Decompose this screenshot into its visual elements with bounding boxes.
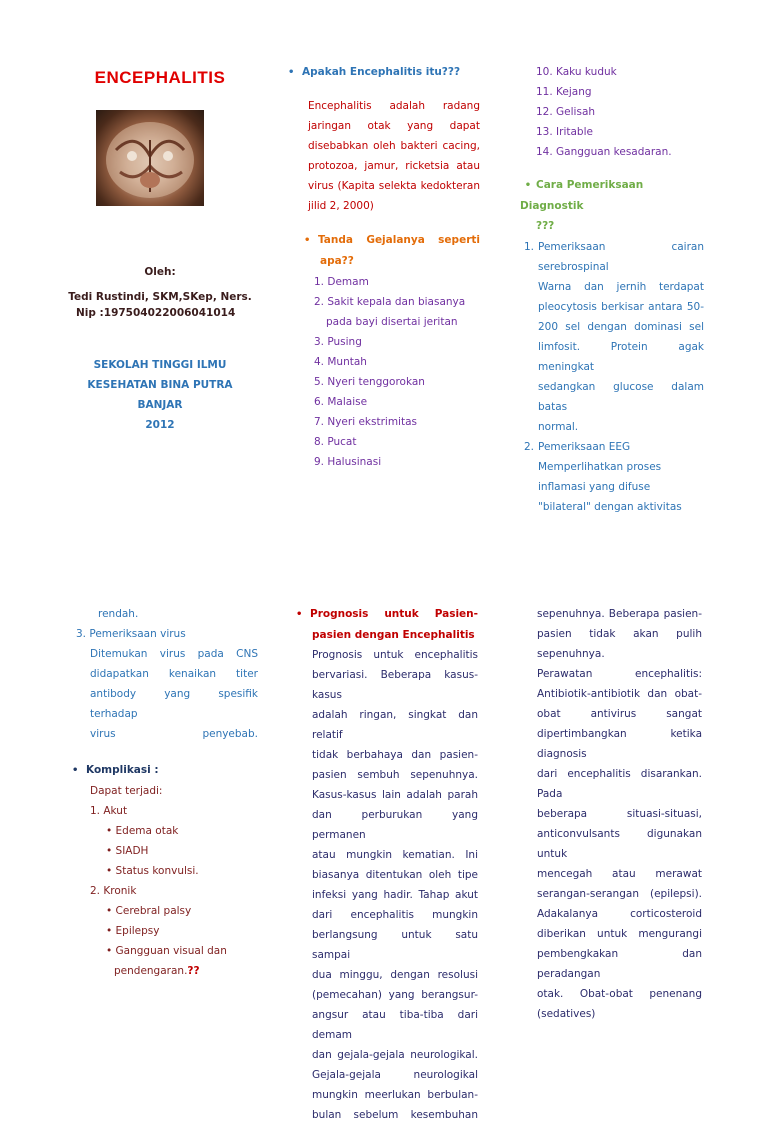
diagnostic-panel [520,62,704,517]
author-name: Tedi Rustindi, SKM,SKep, Ners. [68,291,252,303]
complication-list: Dapat terjadi: 1. Akut • Edema otak • SIADH • Status konvulsi. 2. Kronik • Cerebral palsy • Epilepsy • Gangguan visual dan pendengaran.?? [90,781,258,981]
list-item: 4. Muntah [314,356,367,368]
list-item: pendengaran.?? [114,965,200,977]
institution-line: 2012 [145,419,175,431]
definition-panel [288,62,480,472]
list-item: 2. Pemeriksaan EEG [524,441,631,453]
institution-line: BANJAR [137,399,183,411]
list-item: 8. Pucat [314,436,357,448]
institution-line: KESEHATAN BINA PUTRA [87,379,233,391]
treatment-panel [537,604,702,1024]
bullet-icon: • [304,235,311,246]
prognosis-heading: • Prognosis untuk Pasien- pasien dengan Encephalitis [296,604,478,645]
list-item: • Epilepsy [106,925,160,937]
definition-text [308,96,480,216]
list-item: • Cerebral palsy [106,905,192,917]
continued-line: rendah. [98,608,139,620]
diagnostic-heading: • Cara Pemeriksaan Diagnostik ??? [520,175,704,236]
symptom-list [314,272,480,472]
definition-line: virus (Kapita selekta kedokteran [308,180,480,192]
list-item: 13. Iritable [536,126,593,138]
bullet-icon: • [106,865,116,877]
list-item: 10. Kaku kuduk [536,66,617,78]
institution-line: SEKOLAH TINGGI ILMU [93,359,227,371]
list-item: Memperlihatkan proses inflamasi yang difuse "bilateral" dengan aktivitas [538,461,682,513]
bullet-icon: • [106,905,116,917]
bullet-icon: • [106,925,116,937]
list-item: 6. Malaise [314,396,368,408]
list-item: • SIADH [106,845,149,857]
list-item: 9. Halusinasi [314,456,382,468]
definition-line: protozoa, jamur, ricketsia atau [308,160,480,172]
list-item: pada bayi disertai jeritan [326,316,458,328]
list-item: 3. Pusing [314,336,362,348]
list-item: 5. Nyeri tenggorokan [314,376,425,388]
brain-specimen-photo [96,110,204,206]
list-item: 1. Akut [90,805,128,817]
brochure-title: ENCEPHALITIS [94,68,226,87]
author-label: Oleh: [144,266,176,278]
definition-heading: • Apakah Encephalitis itu??? [288,62,480,83]
list-item: • Status konvulsi. [106,865,199,877]
bullet-icon: • [106,845,116,857]
list-item: 1. Demam [314,276,369,288]
bullet-icon: • [296,609,303,620]
prognosis-panel [296,604,478,1125]
diagnostic-list [520,237,704,517]
symptom-list-continued [536,62,704,162]
bullet-icon: • [72,765,79,776]
virus-text: Ditemukan virus pada CNS didapatkan kenaikan titer antibody yang spesifik terhadap virus penyebab. [90,648,258,740]
list-item: • Gangguan visual dan [106,945,227,957]
complication-heading: • Komplikasi : [72,760,258,781]
list-item: • Edema otak [106,825,179,837]
virus-heading: 3. Pemeriksaan virus [76,628,186,640]
bullet-icon: • [288,67,295,78]
cover-panel [60,60,260,435]
list-item: 2. Kronik [90,885,137,897]
institution-block [60,355,260,435]
prognosis-text: Prognosis untuk encephalitis bervariasi. Beberapa kasus-kasus adalah ringan, singkat dan relatif tidak berbahaya dan pasien- pasien sembuh sepenuhnya. Kasus-kasus lain adalah parah dan perburukan yang permanen atau mungkin kematian. Ini biasanya ditentukan oleh tipe infeksi yang hadir. Tahap akut dari encephalitis mungkin berlangsung untuk satu sampai dua minggu, dengan resolusi (pemecahan) yang berangsur- angsur atau tiba-tiba dari demam dan gejala-gejala neurologikal. Gejala-gejala neurologikal mungkin meerlukan berbulan- bulan sebelum kesembuhan [312,649,478,1121]
definition-line: Encephalitis adalah radang [308,100,480,112]
bullet-icon: • [106,825,116,837]
definition-line: disebabkan oleh bakteri cacing, [308,140,480,152]
bullet-icon: • [106,945,116,957]
definition-line: jaringan otak yang dapat [308,120,480,132]
list-item: 1. Pemeriksaan cairan serebrospinal [524,241,704,273]
symptoms-heading: • Tanda Gejalanya seperti apa?? [304,230,480,271]
author-nip: Nip :197504022006041014 [76,307,236,319]
bullet-icon: • [524,180,532,191]
complication-panel [72,604,258,981]
definition-line: jilid 2, 2000) [308,200,374,212]
list-item: Warna dan jernih terdapat pleocytosis berkisar antara 50- 200 sel dengan dominasi sel limfosit. Protein agak meningkat sedangkan glucose dalam batas normal. [538,281,704,433]
list-item: 2. Sakit kepala dan biasanya [314,296,466,308]
list-item: 12. Gelisah [536,106,596,118]
list-item: 7. Nyeri ekstrimitas [314,416,417,428]
treatment-text: sepenuhnya. Beberapa pasien- pasien tidak akan pulih sepenuhnya. Perawatan encephalitis: Antibiotik-antibiotik dan obat- obat antivirus sangat dipertimbangkan ketika diagnosis dari encephalitis disarankan. Pada beberapa situasi-situasi, anticonvulsants digunakan untuk mencegah atau merawat serangan-serangan (epilepsi). Adakalanya corticosteroid diberikan untuk mengurangi pembengkakan dan peradangan otak. Obat-obat penenang (sedatives) [537,608,702,1020]
list-item: 11. Kejang [536,86,592,98]
list-item: 14. Gangguan kesadaran. [536,146,672,158]
